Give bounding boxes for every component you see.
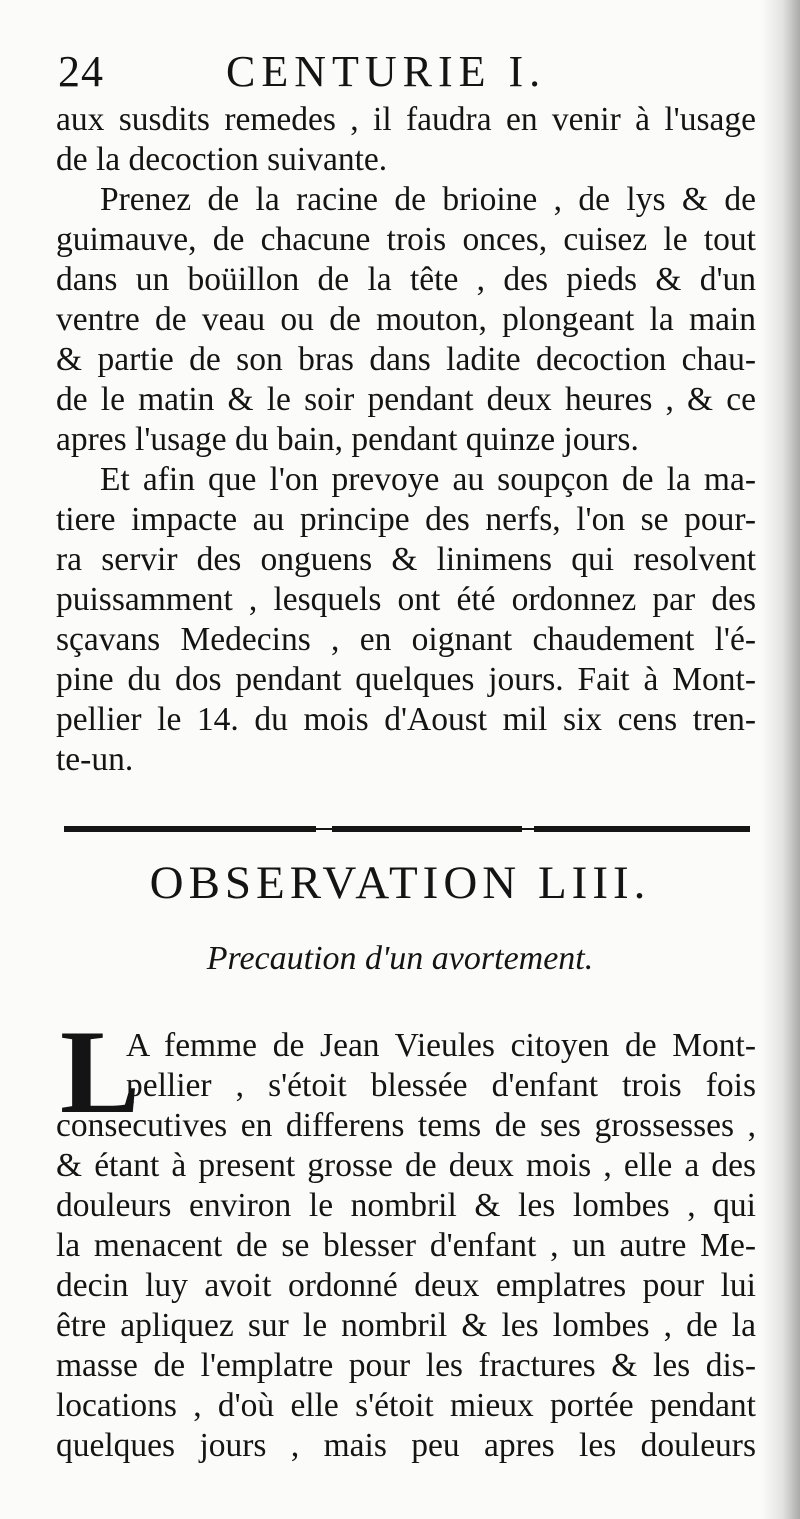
page-number: 24 bbox=[58, 47, 104, 96]
drop-cap: L bbox=[60, 1005, 141, 1138]
paragraph-ointments bbox=[56, 460, 756, 780]
text-line: A femme de Jean Vieules citoyen de Mont- bbox=[126, 1027, 756, 1064]
text-line: Et afin que l'on prevoye au soupçon de la ma- bbox=[100, 461, 756, 498]
observation-heading: OBSERVATION LIII. bbox=[149, 857, 651, 909]
text-line: puissamment , lesquels ont été ordonnez par des bbox=[56, 581, 756, 618]
text-line: de la decoction suivante. bbox=[56, 141, 388, 178]
text-line: pellier le 14. du mois d'Aoust mil six cens tren- bbox=[56, 701, 756, 738]
text-line: & partie de son bras dans ladite decoction chau- bbox=[56, 341, 756, 378]
text-line: consecutives en differens tems de ses grossesses , bbox=[56, 1107, 756, 1144]
text-line: aux susdits remedes , il faudra en venir à l'usage bbox=[56, 101, 756, 138]
text-line: la menacent de se blesser d'enfant , un autre Me- bbox=[56, 1227, 756, 1264]
text-line: guimauve, de chacune trois onces, cuisez le tout bbox=[56, 221, 756, 258]
text-line: locations , d'où elle s'étoit mieux portée pendant bbox=[56, 1387, 756, 1424]
observation-subtitle: Precaution d'un avortement. bbox=[206, 940, 594, 977]
text-line: Prenez de la racine de brioine , de lys & de bbox=[100, 181, 756, 218]
text-line: tiere impacte au principe des nerfs, l'on se pour- bbox=[56, 501, 756, 538]
text-line: sçavans Medecins , en oignant chaudement l'é- bbox=[56, 621, 756, 658]
text-line: être apliquez sur le nombril & les lombes , de la bbox=[56, 1307, 756, 1344]
paragraph-recipe bbox=[56, 180, 756, 460]
paragraph-case bbox=[56, 1026, 756, 1466]
page-edge-shadow bbox=[762, 0, 800, 1519]
text-line: te-un. bbox=[56, 741, 134, 778]
text-line: ventre de veau ou de mouton, plongeant la main bbox=[56, 301, 756, 338]
running-title: CENTURIE I. bbox=[226, 47, 547, 96]
text-line: pine du dos pendant quelques jours. Fait à Mont- bbox=[56, 661, 756, 698]
text-line: & étant à present grosse de deux mois , elle a des bbox=[56, 1147, 756, 1184]
text-line: de le matin & le soir pendant deux heures , & ce bbox=[56, 381, 756, 418]
text-line: decin luy avoit ordonné deux emplatres pour lui bbox=[56, 1267, 756, 1304]
paragraph-continuation bbox=[56, 100, 756, 180]
text-line: pellier , s'étoit blessée d'enfant trois fois bbox=[126, 1067, 756, 1104]
text-line: quelques jours , mais peu apres les douleurs bbox=[56, 1427, 756, 1464]
text-line: douleurs environ le nombril & les lombes , qui bbox=[56, 1187, 756, 1224]
section-divider-rule bbox=[64, 822, 750, 836]
text-line: ra servir des onguens & linimens qui resolvent bbox=[56, 541, 756, 578]
text-line: masse de l'emplatre pour les fractures & les dis- bbox=[56, 1347, 756, 1384]
text-line: dans un boüillon de la tête , des pieds & d'un bbox=[56, 261, 756, 298]
running-head bbox=[58, 40, 748, 96]
text-line: apres l'usage du bain, pendant quinze jours. bbox=[56, 421, 639, 458]
